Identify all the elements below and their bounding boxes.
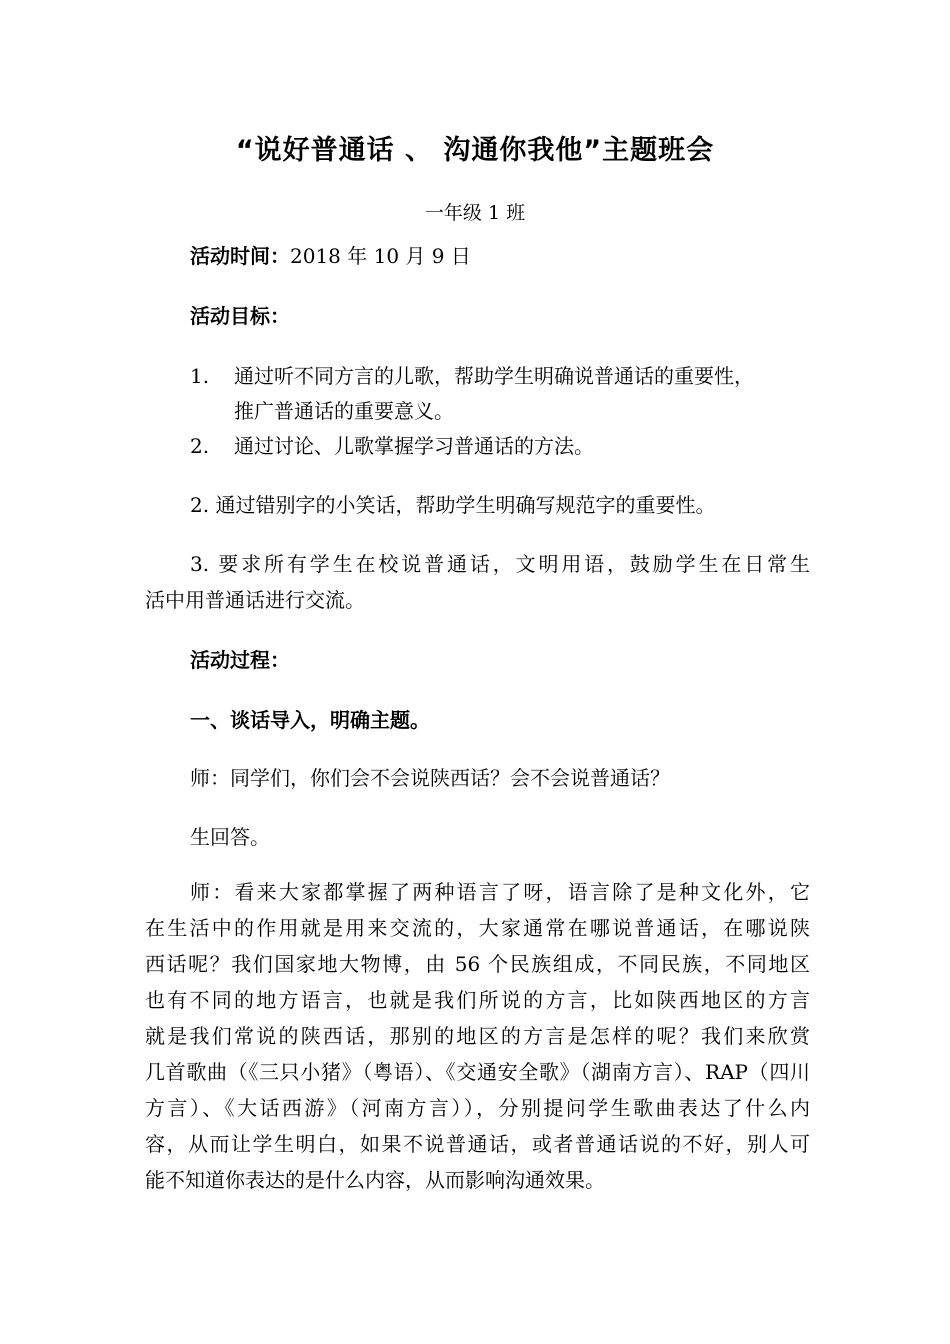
document-title: “说好普通话 、 沟通你我他”主题班会 (235, 135, 715, 166)
goal-item-3-line-2: 活中用普通话进行交流。 (145, 588, 365, 612)
class-name: 一年级 1 班 (424, 202, 526, 224)
teacher-paragraph-line: 在生活中的作用就是用来交流的，大家通常在哪说普通话，在哪说陕 (145, 916, 810, 940)
goal-item-3 (145, 546, 810, 618)
goal-item-1-line-1: 通过听不同方言的儿歌，帮助学生明确说普通话的重要性， (234, 364, 754, 388)
activity-time (190, 246, 855, 266)
goal-item-1-number: 1. (190, 364, 210, 388)
teacher-paragraph-line: 能不知道你表达的是什么内容，从而影响沟通效果。 (145, 1168, 605, 1192)
section-1-heading: 一、谈话导入，明确主题。 (190, 708, 430, 732)
teacher-paragraph-line: 方言）、《大话西游》（河南方言）），分别提问学生歌曲表达了什么内 (145, 1096, 810, 1120)
teacher-paragraph (145, 874, 810, 1198)
student-answer: 生回答。 (190, 825, 270, 849)
activity-time-label: 活动时间： (190, 244, 290, 268)
goals-heading: 活动目标： (190, 304, 290, 328)
activity-time-value: 2018 年 10 月 9 日 (290, 244, 471, 268)
teacher-paragraph-line: 就是我们常说的陕西话，那别的地区的方言是怎样的呢？我们来欣赏 (145, 1024, 810, 1048)
goal-item-2-number: 2. (190, 434, 210, 458)
teacher-paragraph-line: 也有不同的地方语言，也就是我们所说的方言，比如陕西地区的方言 (145, 988, 810, 1012)
teacher-question: 师：同学们，你们会不会说陕西话？会不会说普通话？ (190, 766, 670, 790)
teacher-paragraph-line: 师：看来大家都掌握了两种语言了呀，语言除了是种文化外，它 (190, 880, 810, 904)
goal-item-1 (190, 366, 855, 386)
teacher-paragraph-line: 几首歌曲（《三只小猪》（粤语）、《交通安全歌》（湖南方言）、RAP（四川 (145, 1060, 810, 1084)
goal-item-3-line-1: 3. 要求所有学生在校说普通话，文明用语，鼓励学生在日常生 (190, 552, 810, 576)
goal-item-2 (190, 436, 855, 456)
goal-item-2b: 2. 通过错别字的小笑话，帮助学生明确写规范字的重要性。 (190, 493, 716, 517)
goal-item-2-text: 通过讨论、儿歌掌握学习普通话的方法。 (234, 434, 594, 458)
process-heading: 活动过程： (190, 648, 290, 672)
teacher-paragraph-line: 西话呢？我们国家地大物博，由 56 个民族组成，不同民族，不同地区 (145, 952, 810, 976)
goal-item-1-line-2: 推广普通话的重要意义。 (234, 399, 454, 423)
teacher-paragraph-line: 容，从而让学生明白，如果不说普通话，或者普通话说的不好，别人可 (145, 1132, 810, 1156)
